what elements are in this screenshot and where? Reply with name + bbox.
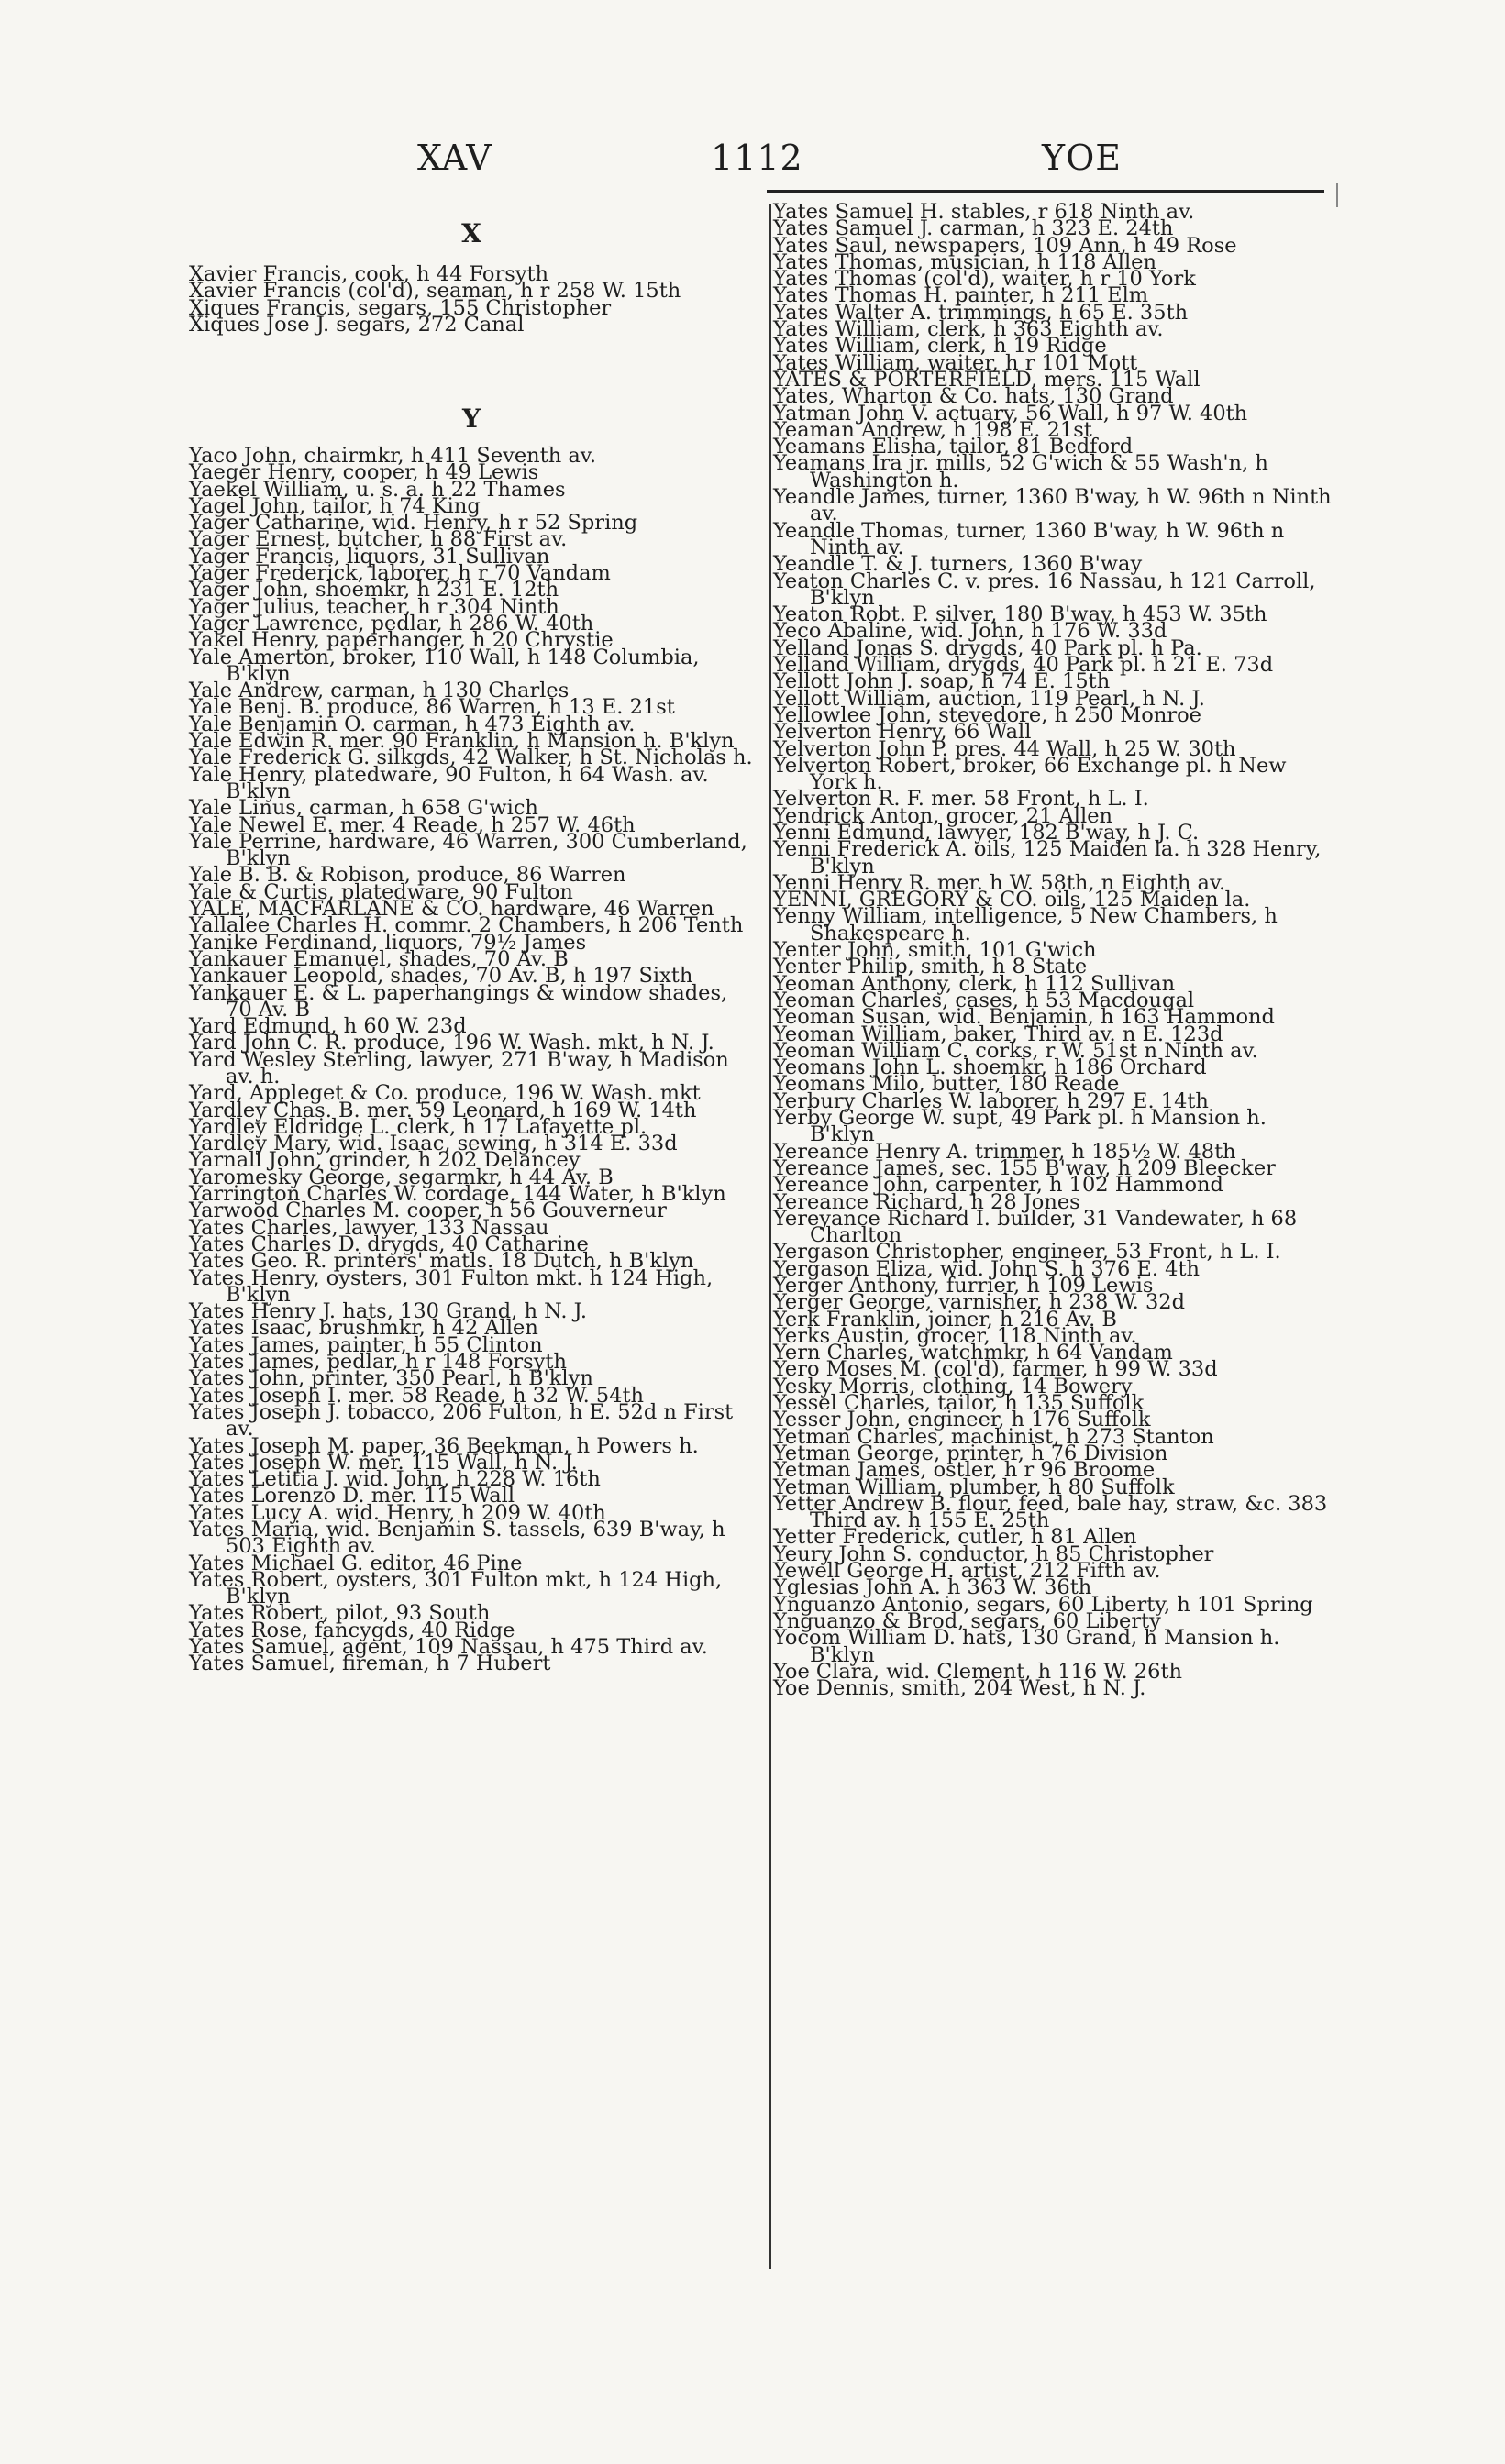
directory-entry: Yenni Edmund, lawyer, 182 B'way, h J. C.	[773, 820, 1200, 845]
directory-entry: Yates Henry J. hats, 130 Grand, h N. J.	[189, 1299, 588, 1324]
directory-entry: Yale Edwin R. mer. 90 Franklin, h Mansion h. B'klyn	[189, 729, 735, 754]
directory-entry: Yates Saul, newspapers, 109 Ann, h 49 Rose	[773, 233, 1237, 258]
directory-entry: Yoe Dennis, smith, 204 West, h N. J.	[773, 1676, 1146, 1701]
directory-entry: Yates Henry, oysters, 301 Fulton mkt. h 124 High, B'klyn	[189, 1265, 714, 1307]
directory-entry: Yager Lawrence, pedlar, h 286 W. 40th	[189, 611, 594, 635]
directory-entry: Yates Samuel H. stables, r 618 Ninth av.	[773, 200, 1195, 224]
directory-entry: Xavier Francis, cook, h 44 Forsyth	[189, 262, 549, 286]
directory-entry: Yates Robert, oysters, 301 Fulton mkt, h 124 High, B'klyn	[189, 1567, 723, 1609]
directory-entry: Yates James, painter, h 55 Clinton	[189, 1332, 543, 1357]
column-divider	[769, 204, 771, 2269]
directory-entry: Yates Thomas, musician, h 118 Allen	[773, 249, 1156, 274]
directory-entry: Yergason Eliza, wid. John S. h 376 E. 4th	[773, 1256, 1201, 1281]
directory-entry: Yates William, clerk, h 363 Eighth av.	[773, 317, 1164, 342]
directory-entry: Yaeger Henry, cooper, h 49 Lewis	[189, 460, 539, 485]
directory-entry: Yates Charles D. drygds, 40 Catharine	[189, 1232, 589, 1256]
directory-entry: Yankauer Leopold, shades, 70 Av. B, h 197 Sixth	[189, 964, 693, 989]
directory-entry: Yager Ernest, butcher, h 88 First av.	[189, 527, 568, 552]
directory-entry: Yeomans Milo, butter, 180 Reade	[773, 1072, 1120, 1097]
directory-entry: Yetman William, plumber, h 80 Suffolk	[773, 1475, 1175, 1499]
directory-entry: Yates Lorenzo D. mer. 115 Wall	[189, 1484, 515, 1508]
directory-entry: Yero Moses M. (col'd), farmer, h 99 W. 33d	[773, 1357, 1218, 1382]
directory-entry: Yewell George H. artist, 212 Fifth av.	[773, 1559, 1161, 1584]
directory-entry: Yates Isaac, brushmkr, h 42 Allen	[189, 1316, 538, 1341]
directory-entry: Yglesias John A. h 363 W. 36th	[773, 1575, 1092, 1600]
directory-entry: Yellott William, auction, 119 Pearl, h N. J.	[773, 686, 1205, 711]
directory-entry: Yankauer Emanuel, shades, 70 Av. B	[189, 946, 569, 971]
directory-entry: Yeoman William, baker, Third av. n E. 123d	[773, 1022, 1223, 1046]
directory-entry: Yale Benjamin O. carman, h 473 Eighth av.	[189, 712, 636, 736]
directory-entry: Yale Linus, carman, h 658 G'wich	[189, 796, 538, 821]
directory-entry: Yetman Charles, machinist, h 273 Stanton	[773, 1424, 1214, 1449]
directory-entry: Yatman John V. actuary, 56 Wall, h 97 W. 40th	[773, 401, 1248, 425]
directory-entry: Yates Letitia J. wid. John, h 228 W. 16th	[189, 1467, 601, 1492]
directory-entry: Yager John, shoemkr, h 231 E. 12th	[189, 578, 559, 602]
directory-entry: Yellott John J. soap, h 74 E. 15th	[773, 669, 1111, 694]
directory-entry: Yerger George, varnisher, h 238 W. 32d	[773, 1290, 1185, 1315]
directory-entry: Yeoman Charles, cases, h 53 Macdougal	[773, 988, 1195, 1012]
directory-entry: Yern Charles, watchmkr, h 64 Vandam	[773, 1341, 1173, 1365]
directory-entry: Yaromesky George, segarmkr, h 44 Av. B	[189, 1165, 614, 1189]
directory-entry: YATES & PORTERFIELD, mers. 115 Wall	[773, 367, 1201, 392]
directory-entry: Yeomans John L. shoemkr, h 186 Orchard	[773, 1055, 1207, 1080]
directory-entry: Yereance Henry A. trimmer, h 185½ W. 48th	[773, 1139, 1236, 1164]
directory-entry: Yelland Jonas S. drygds, 40 Park pl. h Pa.	[773, 635, 1202, 660]
directory-entry: Yergason Christopher, engineer, 53 Front, h L. I.	[773, 1240, 1281, 1265]
directory-entry: Yeandle T. & J. turners, 1360 B'way	[773, 552, 1143, 577]
directory-entry: Yelverton Henry, 66 Wall	[773, 720, 1032, 745]
left-column-y-entries	[189, 444, 754, 1676]
directory-entry: Yale Frederick G. silkgds, 42 Walker, h St. Nicholas h.	[189, 746, 753, 770]
directory-entry: Yagel John, tailor, h 74 King	[189, 493, 481, 518]
directory-entry: Yelland William, drygds, 40 Park pl. h 21 E. 73d	[773, 653, 1274, 678]
directory-entry: Yetter Frederick, cutler, h 81 Allen	[773, 1525, 1137, 1550]
directory-entry: Yesky Morris, clothing, 14 Bowery	[773, 1374, 1133, 1398]
directory-entry: Yoe Clara, wid. Clement, h 116 W. 26th	[773, 1659, 1182, 1684]
directory-entry: Yetter Andrew B. flour, feed, bale hay, straw, &c. 383 Third av. h 155 E. 25th	[773, 1491, 1328, 1533]
directory-entry: Yeaton Robt. P. silver, 180 B'way, h 453 W. 35th	[773, 602, 1267, 627]
directory-entry: Yale Benj. B. produce, 86 Warren, h 13 E. 21st	[189, 695, 675, 720]
directory-entry: Yeoman William C. corks, r W. 51st n Ninth av.	[773, 1038, 1258, 1063]
directory-entry: Yard Edmund, h 60 W. 23d	[189, 1014, 467, 1039]
directory-entry: Yereyance Richard I. builder, 31 Vandewater, h 68 Charlton	[773, 1206, 1298, 1248]
directory-entry: Yates Maria, wid. Benjamin S. tassels, 639 B'way, h 503 Eighth av.	[189, 1518, 725, 1559]
directory-entry: Yager Julius, teacher, h r 304 Ninth	[189, 594, 559, 619]
directory-entry: Yelverton Robert, broker, 66 Exchange pl. h New York h.	[773, 753, 1287, 795]
directory-entry: Yetman James, ostler, h r 96 Broome	[773, 1458, 1156, 1483]
directory-entry: Yates Rose, fancygds, 40 Ridge	[189, 1618, 515, 1642]
directory-entry: Yardley Chas. B. mer. 59 Leonard, h 169 W. 14th	[189, 1098, 697, 1122]
directory-entry: Yale Perrine, hardware, 46 Warren, 300 Cumberland, B'klyn	[189, 829, 747, 871]
directory-entry: Yarwood Charles M. cooper, h 56 Gouverneur	[189, 1199, 667, 1223]
directory-entry: Yale Amerton, broker, 110 Wall, h 148 Columbia, B'klyn	[189, 645, 700, 686]
directory-entry: Yakel Henry, paperhanger, h 20 Chrystie	[189, 628, 614, 653]
directory-entry: Yale B. B. & Robison, produce, 86 Warren	[189, 863, 626, 888]
directory-entry: Yates, Wharton & Co. hats, 130 Grand	[773, 384, 1174, 409]
header-rule	[767, 190, 1324, 193]
directory-entry: Yerk Franklin, joiner, h 216 Av. B	[773, 1307, 1117, 1331]
directory-entry: Yates Walter A. trimmings, h 65 E. 35th	[773, 300, 1189, 325]
page-header	[0, 138, 1505, 183]
directory-entry: YALE, MACFARLANE & CO. hardware, 46 Warren	[189, 897, 714, 922]
directory-entry: Yard Wesley Sterling, lawyer, 271 B'way, h Madison av. h.	[189, 1047, 729, 1088]
directory-entry: Yenter Philip, smith, h 8 State	[773, 955, 1088, 979]
directory-entry: Yetman George, printer, h 76 Division	[773, 1441, 1168, 1465]
directory-entry: Yard, Appleget & Co. produce, 196 W. Wash. mkt	[189, 1081, 701, 1106]
directory-entry: Yerks Austin, grocer, 118 Ninth av.	[773, 1323, 1137, 1348]
directory-entry: YENNI, GREGORY & CO. oils, 125 Maiden la.	[773, 888, 1251, 912]
directory-entry: Yates Robert, pilot, 93 South	[189, 1601, 491, 1626]
directory-entry: Yager Frederick, laborer, h r 70 Vandam	[189, 561, 611, 586]
directory-entry: Yeoman Anthony, clerk, h 112 Sullivan	[773, 971, 1176, 996]
directory-entry: Yerby George W. supt, 49 Park pl. h Mansion h. B'klyn	[773, 1106, 1267, 1147]
left-column-x-entries	[189, 262, 754, 337]
directory-entry: Yeaton Charles C. v. pres. 16 Nassau, h 121 Carroll, B'klyn	[773, 569, 1316, 610]
directory-entry: Yenni Henry R. mer. h W. 58th, n Eighth av.	[773, 870, 1226, 895]
right-column-entries	[773, 200, 1333, 1701]
directory-entry: Yeamans Ira jr. mills, 52 G'wich & 55 Wash'n, h Washington h.	[773, 451, 1268, 492]
section-heading-y: Y	[462, 403, 481, 434]
directory-entry: Yelverton R. F. mer. 58 Front, h L. I.	[773, 787, 1149, 812]
directory-entry: Yardley Mary, wid. Isaac, sewing, h 314 E. 33d	[189, 1132, 678, 1156]
directory-entry: Yates Geo. R. printers' matls. 18 Dutch, h B'klyn	[189, 1249, 694, 1274]
directory-entry: Yaekel William, u. s. a. h 22 Thames	[189, 477, 566, 502]
directory-entry: Yates Joseph J. tobacco, 206 Fulton, h E. 52d n First av.	[189, 1399, 734, 1442]
directory-entry: Yale Henry, platedware, 90 Fulton, h 64 Wash. av. B'klyn	[189, 762, 709, 803]
directory-entry: Yendrick Anton, grocer, 21 Allen	[773, 803, 1113, 828]
directory-entry: Yocom William D. hats, 130 Grand, h Mansion h. B'klyn	[773, 1626, 1280, 1667]
directory-entry: Yankauer E. & L. paperhangings & window shades, 70 Av. B	[189, 980, 728, 1022]
directory-entry: Yates John, printer, 350 Pearl, h B'klyn	[189, 1366, 593, 1391]
directory-entry: Yarnall John, grinder, h 202 Delancey	[189, 1148, 581, 1173]
directory-entry: Yates Joseph W. mer. 115 Wall, h N. J.	[189, 1450, 578, 1475]
directory-entry: Yates Lucy A. wid. Henry, h 209 W. 40th	[189, 1500, 606, 1525]
directory-entry: Yallalee Charles H. commr. 2 Chambers, h 206 Tenth	[189, 913, 744, 938]
directory-entry: Yellowlee John, stevedore, h 250 Monroe	[773, 702, 1201, 727]
directory-entry: Yates Joseph I. mer. 58 Reade, h 32 W. 54th	[189, 1383, 645, 1408]
directory-entry: Yates William, clerk, h 19 Ridge	[773, 334, 1107, 359]
directory-entry: Yeury John S. conductor, h 85 Christopher	[773, 1541, 1214, 1566]
directory-entry: Yates William, waiter, h r 101 Mott	[773, 350, 1138, 375]
directory-entry: Yanike Ferdinand, liquors, 79½ James	[189, 930, 587, 955]
directory-entry: Yager Catharine, wid. Henry, h r 52 Spring	[189, 511, 638, 536]
directory-entry: Yeandle James, turner, 1360 B'way, h W. 96th n Ninth av.	[773, 485, 1332, 526]
header-right-guideword: YOE	[1042, 138, 1122, 178]
header-left-guideword: XAV	[417, 138, 492, 178]
directory-entry: Yereance James, sec. 155 B'way, h 209 Bleecker	[773, 1155, 1276, 1180]
directory-entry: Yates Joseph M. paper, 36 Beekman, h Powers h.	[189, 1433, 699, 1458]
directory-entry: Yarrington Charles W. cordage, 144 Water, h B'klyn	[189, 1182, 726, 1207]
directory-entry: Xiques Francis, segars, 155 Christopher	[189, 295, 612, 320]
directory-entry: Xiques Jose J. segars, 272 Canal	[189, 312, 525, 337]
directory-entry: Yates Thomas H. painter, h 211 Elm	[773, 283, 1149, 308]
directory-entry: Ynguanzo & Brod, segars, 60 Liberty	[773, 1608, 1161, 1633]
directory-entry: Yessel Charles, tailor, h 135 Suffolk	[773, 1391, 1145, 1416]
directory-entry: Yaco John, chairmkr, h 411 Seventh av.	[189, 444, 596, 468]
directory-entry: Yeandle Thomas, turner, 1360 B'way, h W. 96th n Ninth av.	[773, 518, 1285, 559]
page-number: 1112	[711, 138, 803, 178]
margin-mark	[1336, 183, 1338, 207]
directory-entry: Yager Francis, liquors, 31 Sullivan	[189, 544, 550, 569]
directory-entry: Yeoman Susan, wid. Benjamin, h 163 Hammond	[773, 1005, 1275, 1030]
directory-entry: Yerbury Charles W. laborer, h 297 E. 14th	[773, 1088, 1209, 1113]
directory-entry: Yesser John, engineer, h 176 Suffolk	[773, 1408, 1151, 1432]
directory-entry: Yenni Frederick A. oils, 125 Maiden la. h 328 Henry, B'klyn	[773, 837, 1322, 878]
directory-entry: Xavier Francis (col'd), seaman, h r 258 W. 15th	[189, 279, 681, 304]
directory-entry: Yenter John, smith, 101 G'wich	[773, 938, 1097, 963]
directory-entry: Yenny William, intelligence, 5 New Chambers, h Shakespeare h.	[773, 904, 1278, 945]
directory-entry: Yereance John, carpenter, h 102 Hammond	[773, 1173, 1223, 1198]
directory-entry: Yates Thomas (col'd), waiter, h r 10 York	[773, 267, 1196, 292]
directory-entry: Yard John C. R. produce, 196 W. Wash. mkt, h N. J.	[189, 1031, 714, 1055]
directory-entry: Yereance Richard, h 28 Jones	[773, 1189, 1080, 1214]
directory-entry: Yerger Anthony, furrier, h 109 Lewis	[773, 1274, 1154, 1298]
directory-entry: Yates James, pedlar, h r 148 Forsyth	[189, 1350, 567, 1375]
directory-entry: Yates Samuel, agent, 109 Nassau, h 475 Third av.	[189, 1635, 708, 1660]
directory-entry: Yale Newel E. mer. 4 Reade, h 257 W. 46th	[189, 812, 636, 837]
directory-entry: Yale & Curtis, platedware, 90 Fulton	[189, 879, 573, 904]
directory-entry: Yeco Abaline, wid. John, h 176 W. 33d	[773, 619, 1167, 644]
directory-entry: Yates Michael G. editor, 46 Pine	[189, 1551, 523, 1575]
directory-entry: Yale Andrew, carman, h 130 Charles	[189, 679, 570, 703]
directory-entry: Yates Samuel J. carman, h 323 E. 24th	[773, 216, 1174, 241]
directory-entry: Yeaman Andrew, h 198 E. 21st	[773, 417, 1092, 442]
directory-entry: Yardley Eldridge L. clerk, h 17 Lafayette pl.	[189, 1114, 647, 1139]
section-heading-x: X	[461, 218, 481, 249]
directory-entry: Yelverton John P. pres. 44 Wall, h 25 W. 30th	[773, 736, 1236, 761]
directory-entry: Yates Samuel, fireman, h 7 Hubert	[189, 1652, 551, 1676]
directory-entry: Ynguanzo Antonio, segars, 60 Liberty, h 101 Spring	[773, 1592, 1313, 1617]
directory-entry: Yates Charles, lawyer, 133 Nassau	[189, 1215, 549, 1240]
directory-entry: Yeamans Elisha, tailor, 81 Bedford	[773, 435, 1134, 459]
